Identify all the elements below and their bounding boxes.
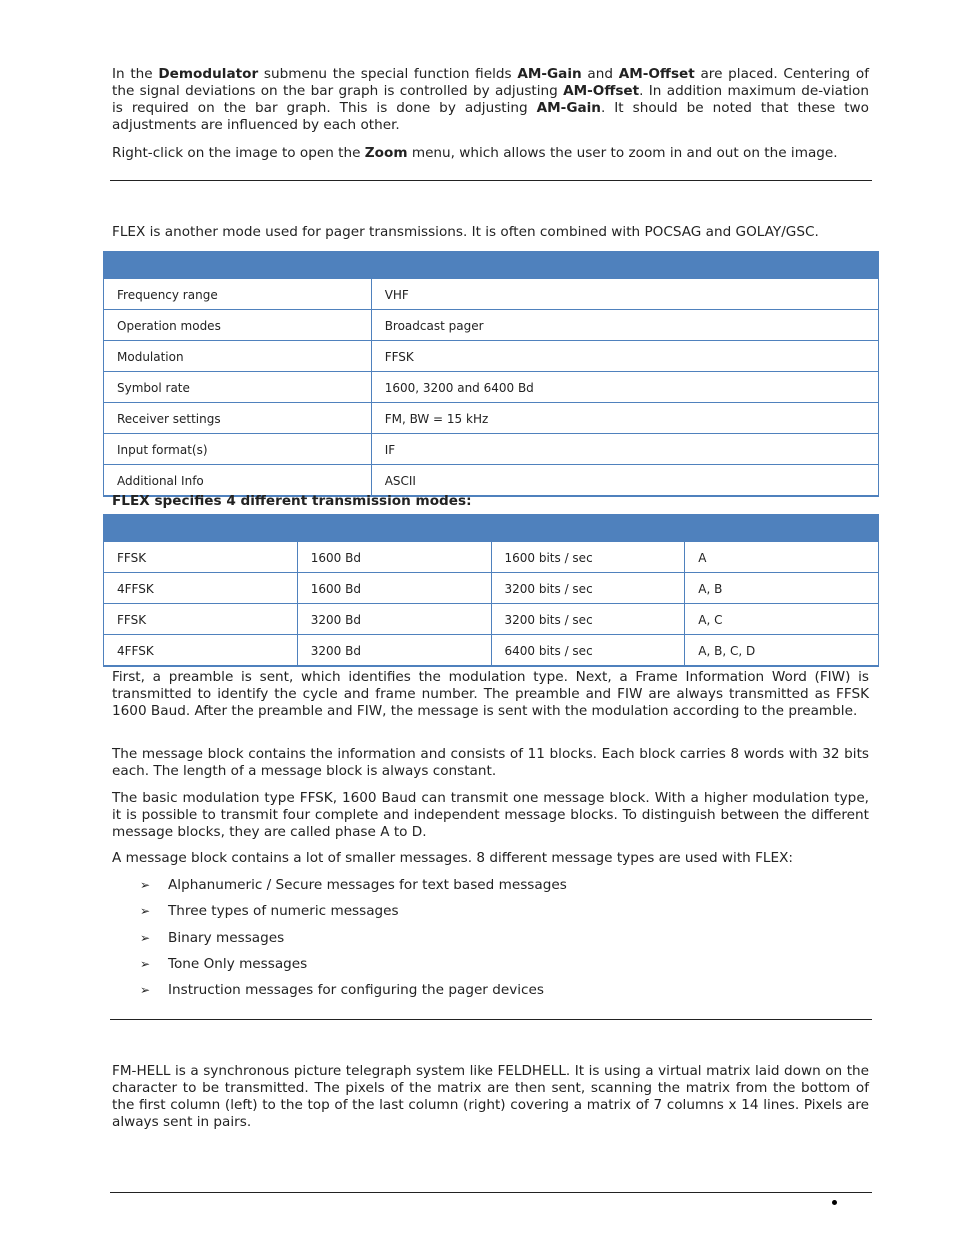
bitrate-cell: 6400 bits / sec <box>491 635 685 667</box>
transmission-modes-table <box>103 514 879 667</box>
spec-label-cell: Symbol rate <box>104 372 372 403</box>
bold-term: Demodulator <box>158 66 259 82</box>
baud-cell: 1600 Bd <box>297 542 491 573</box>
message-types-paragraph: A message block contains a lot of smaller messages. 8 different message types are used with FLEX: <box>112 850 793 866</box>
message-block-paragraph: The message block contains the information and consists of 11 blocks. Each block carries 8 words with 32 bits each. The length of a message block is always constant. <box>112 746 869 779</box>
list-item <box>112 930 567 956</box>
table-row <box>104 434 879 465</box>
list-item <box>112 903 567 929</box>
phase-cell: A, C <box>685 604 879 635</box>
list-item-text: Alphanumeric / Secure messages for text based messages <box>168 877 567 893</box>
table-row <box>104 635 879 667</box>
table-row <box>104 604 879 635</box>
arrow-bullet-icon: ➢ <box>140 878 151 892</box>
spec-value-cell: ASCII <box>371 465 878 497</box>
table-row <box>104 465 879 497</box>
bitrate-cell: 3200 bits / sec <box>491 573 685 604</box>
list-item <box>112 877 567 903</box>
text-run: are placed. Centering of the signal deviations on the bar graph is controlled by adjusting <box>112 66 870 99</box>
section-divider <box>110 1019 872 1020</box>
list-item-text: Three types of numeric messages <box>168 903 399 920</box>
text-run: In the <box>112 66 159 82</box>
transmission-modes-caption: FLEX specifies 4 different transmission modes: <box>112 493 472 509</box>
spec-label-cell: Additional Info <box>104 465 372 497</box>
table-row <box>104 403 879 434</box>
list-item-text: Binary messages <box>168 929 285 946</box>
spec-value-cell: VHF <box>371 279 878 310</box>
table-row <box>104 573 879 604</box>
modulation-cell: FFSK <box>104 542 298 573</box>
text-run: menu, which allows the user to zoom in and out on the image. <box>407 145 838 161</box>
table-row <box>104 310 879 341</box>
baud-cell: 3200 Bd <box>297 635 491 667</box>
bold-term: AM-Offset <box>618 66 695 82</box>
modulation-cell: 4FFSK <box>104 573 298 604</box>
bitrate-cell: 1600 bits / sec <box>491 542 685 573</box>
footer-bullet <box>832 1200 837 1205</box>
bold-term: AM-Offset <box>563 83 640 99</box>
bold-term: Zoom <box>364 145 408 161</box>
table-header-row <box>104 515 879 542</box>
list-item-text: Instruction messages for configuring the pager devices <box>168 982 544 999</box>
spec-value-cell: FM, BW = 15 kHz <box>371 403 878 434</box>
phase-paragraph: The basic modulation type FFSK, 1600 Baud can transmit one message block. With a higher modulation type, it is possible to transmit four complete and independent message blocks. To distinguish between the different message blocks, they are called phase A to D. <box>112 790 869 840</box>
table-header-row <box>104 252 879 279</box>
phase-cell: A <box>685 542 879 573</box>
phase-cell: A, B, C, D <box>685 635 879 667</box>
flex-intro-paragraph: FLEX is another mode used for pager transmissions. It is often combined with POCSAG and GOLAY/GSC. <box>112 224 819 240</box>
table-row <box>104 542 879 573</box>
spec-label-cell: Modulation <box>104 341 372 372</box>
list-item <box>112 956 567 982</box>
zoom-paragraph <box>112 145 869 162</box>
baud-cell: 1600 Bd <box>297 573 491 604</box>
modulation-cell: 4FFSK <box>104 635 298 667</box>
phase-cell: A, B <box>685 573 879 604</box>
section-divider <box>110 180 872 181</box>
modulation-cell: FFSK <box>104 604 298 635</box>
spec-label-cell: Input format(s) <box>104 434 372 465</box>
table-row <box>104 279 879 310</box>
table-row <box>104 341 879 372</box>
message-types-list <box>112 877 567 1008</box>
text-run: . It should be noted that these two adjustments are influenced by each other. <box>112 100 869 133</box>
demodulator-paragraph <box>112 66 869 134</box>
bitrate-cell: 3200 bits / sec <box>491 604 685 635</box>
fmhell-paragraph: FM-HELL is a synchronous picture telegraph system like FELDHELL. It is using a virtual matrix laid down on the character to be transmitted. The pixels of the matrix are then sent, scanning the matrix from the bottom of the first column (left) to the top of the last column (right) covering a matrix of 7 columns x 14 lines. Pixels are always sent in pairs. <box>112 1063 869 1130</box>
bold-term: AM-Gain <box>536 100 601 116</box>
text-run: submenu the special function fields <box>258 66 518 82</box>
spec-label-cell: Operation modes <box>104 310 372 341</box>
spec-label-cell: Receiver settings <box>104 403 372 434</box>
list-item-text: Tone Only messages <box>168 955 308 972</box>
spec-value-cell: Broadcast pager <box>371 310 878 341</box>
preamble-paragraph: First, a preamble is sent, which identifies the modulation type. Next, a Frame Information Word (FIW) is transmitted to identify the cycle and frame number. The preamble and FIW are always transmitted as FFSK 1600 Baud. After the preamble and FIW, the message is sent with the modulation according to the preamble. <box>112 669 869 719</box>
arrow-bullet-icon: ➢ <box>140 983 151 998</box>
arrow-bullet-icon: ➢ <box>140 930 151 945</box>
spec-value-cell: FFSK <box>371 341 878 372</box>
arrow-bullet-icon: ➢ <box>140 904 151 919</box>
spec-value-cell: 1600, 3200 and 6400 Bd <box>371 372 878 403</box>
baud-cell: 3200 Bd <box>297 604 491 635</box>
text-run: Right-click on the image to open the <box>112 145 365 161</box>
table-row <box>104 372 879 403</box>
text-run: and <box>581 66 619 82</box>
flex-spec-table <box>103 251 879 497</box>
spec-value-cell: IF <box>371 434 878 465</box>
text-run: . In addition maximum de-viation is required on the bar graph. This is done by adjusting <box>112 83 869 116</box>
list-item <box>112 982 567 1008</box>
arrow-bullet-icon: ➢ <box>140 956 151 971</box>
footer-rule <box>110 1192 872 1193</box>
spec-label-cell: Frequency range <box>104 279 372 310</box>
bold-term: AM-Gain <box>517 66 582 82</box>
